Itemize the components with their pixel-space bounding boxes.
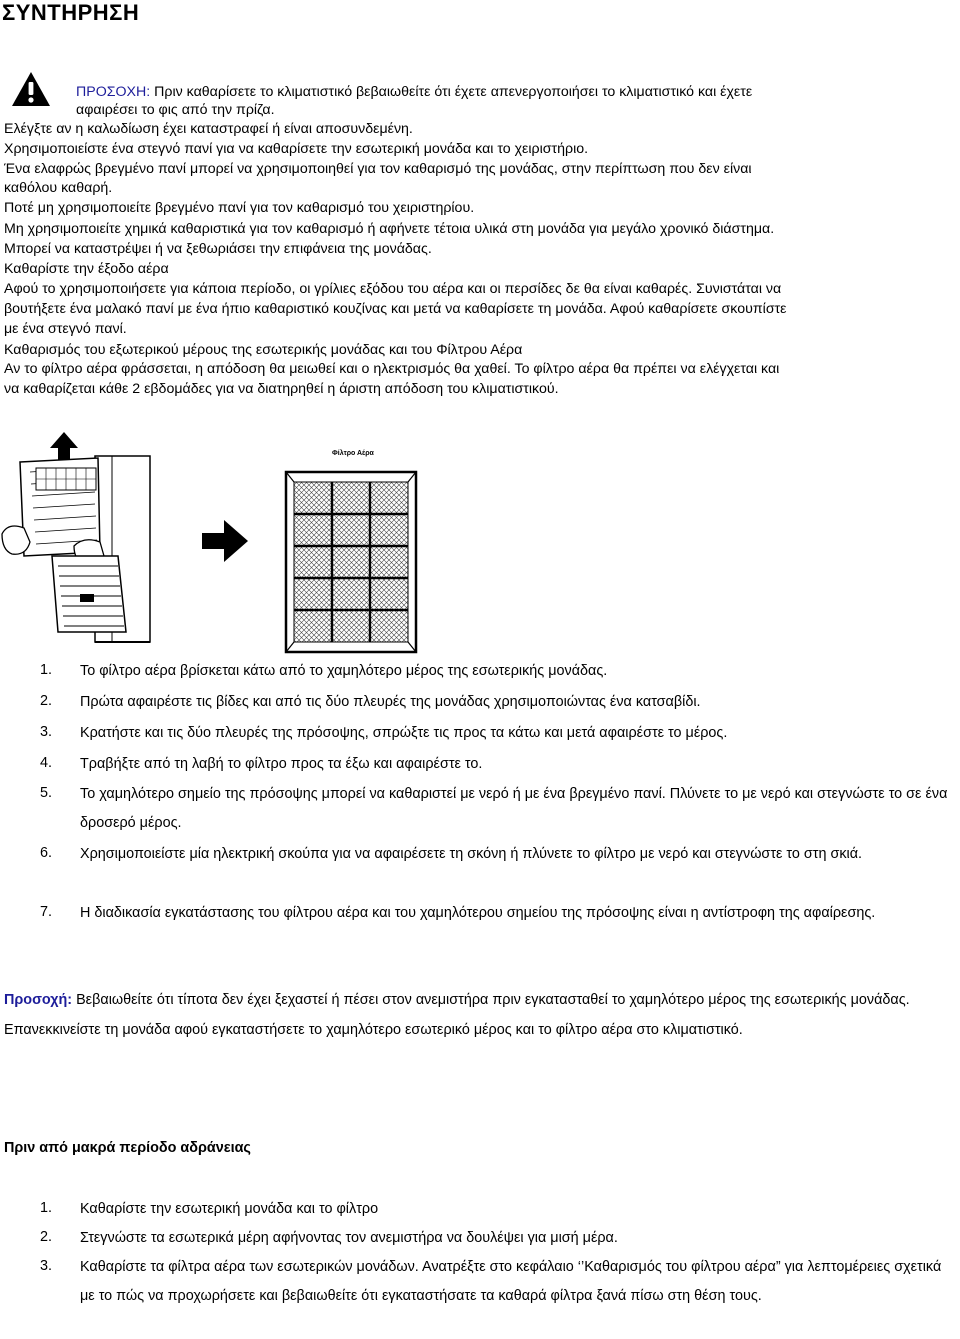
filter-removal-illustration [0, 432, 170, 657]
note-dry-cloth: Χρησιμοποιείστε ένα στεγνό πανί για να καθαρίσετε την εσωτερική μονάδα και το χειριστήριο. [4, 141, 589, 157]
step-text: Στεγνώστε τα εσωτερικά μέρη αφήνοντας τον ανεμιστήρα να δουλέψει για μισή μέρα. [80, 1230, 618, 1246]
step-text: Καθαρίστε την εσωτερική μονάδα και το φίλτρο [80, 1201, 379, 1217]
warning-text-1: Πριν καθαρίσετε το κλιματιστικό βεβαιωθείτε ότι έχετε απενεργοποιήσει το κλιματιστικό και έχετε [154, 84, 753, 100]
step-number: 3. [40, 724, 53, 740]
note-wiring: Ελέγξτε αν η καλωδίωση έχει καταστραφεί ή είναι αποσυνδεμένη. [4, 121, 413, 137]
step-number: 7. [40, 904, 53, 920]
air-outlet-line-2: βουτήξετε ένα μαλακό πανί με ένα ήπιο καθαριστικό κουζίνας και μετά να καθαρίσετε τη μονάδα. Αφού καθαρίσετε σκουπίστε [4, 301, 787, 317]
note-damp-cloth: Ένα ελαφρώς βρεγμένο πανί μπορεί να χρησιμοποιηθεί για τον καθαρισμό της μονάδας, στην περίπτωση που δεν είναι [4, 161, 752, 177]
right-arrow-icon [202, 520, 248, 562]
step-text: Το χαμηλότερο σημείο της πρόσοψης μπορεί να καθαριστεί με νερό ή με ένα βρεγμένο πανί. Πλύνετε το με νερό και στεγνώστε το σε ένα δροσερό μέρος. [80, 786, 948, 831]
outer-part-line-2: να καθαρίζεται κάθε 2 εβδομάδες για να διατηρηθεί η άριστη απόδοση του κλιματιστικού. [4, 381, 559, 397]
step-number: 6. [40, 845, 53, 861]
step-text: Το φίλτρο αέρα βρίσκεται κάτω από το χαμηλότερο μέρος της εσωτερικής μονάδας. [80, 663, 608, 679]
step-text: Χρησιμοποιείστε μία ηλεκτρική σκούπα για να αφαιρέσετε τη σκόνη ή πλύνετε το φίλτρο με νερό και στεγνώστε το στη σκιά. [80, 846, 863, 862]
step-text: Κρατήστε και τις δύο πλευρές της πρόσοψης, σπρώξτε τις προς τα κάτω και μετά αφαιρέστε το μέρος. [80, 725, 728, 741]
step-number: 3. [40, 1258, 53, 1274]
step-text: Η διαδικασία εγκατάστασης του φίλτρου αέρα και του χαμηλότερου σημείου της πρόσοψης είναι η αντίστροφη της αφαίρεσης. [80, 905, 876, 921]
warning-triangle-icon [10, 70, 52, 108]
step-number: 2. [40, 1229, 53, 1245]
warning-line-1 [76, 83, 752, 101]
step-text: Πρώτα αφαιρέστε τις βίδες και από τις δύο πλευρές της μονάδας χρησιμοποιώντας ένα κατσαβίδι. [80, 694, 701, 710]
air-outlet-heading: Καθαρίστε την έξοδο αέρα [4, 261, 169, 277]
air-outlet-line-3: με ένα στεγνό πανί. [4, 321, 127, 337]
warning-line-2: αφαιρέσει το φις από την πρίζα. [76, 102, 275, 118]
step-number: 2. [40, 693, 53, 709]
inactivity-heading: Πριν από μακρά περίοδο αδράνειας [4, 1140, 251, 1156]
outer-part-line-1: Αν το φίλτρο αέρα φράσσεται, η απόδοση θα μειωθεί και ο ηλεκτρισμός θα χαθεί. Το φίλτρο αέρα θα πρέπει να ελέγχεται και [4, 361, 780, 377]
note-damage: Μπορεί να καταστρέψει ή να ξεθωριάσει την επιφάνεια της μονάδας. [4, 241, 432, 257]
step-text: Καθαρίστε τα φίλτρα αέρα των εσωτερικών μονάδων. Ανατρέξτε στο κεφάλαιο ‘’Καθαρισμός του φίλτρου αέρα” για λεπτομέρειες σχετικά με το πώς να προχωρήσετε και βεβαιωθείτε ότι εγκαταστήσατε τα καθαρά φίλτρα ξανά πίσω στη θέση τους. [80, 1259, 942, 1304]
outer-part-heading: Καθαρισμός του εξωτερικού μέρους της εσωτερικής μονάδας και του Φίλτρου Αέρα [4, 342, 523, 358]
filter-label: Φίλτρο Αέρα [332, 450, 374, 457]
page-title: ΣΥΝΤΗΡΗΣΗ [2, 0, 140, 25]
air-filter-illustration [284, 470, 418, 654]
caution-label: Προσοχή: [4, 992, 73, 1008]
caution-text: Βεβαιωθείτε ότι τίποτα δεν έχει ξεχαστεί ή πέσει στον ανεμιστήρα πριν εγκατασταθεί το χαμηλότερο μέρος της εσωτερικής μονάδας. Επανεκκινείστε τη μονάδα αφού εγκαταστήσετε το χαμηλότερο εσωτερικό μέρος και το φίλτρο αέρα στο κλιματιστικό. [4, 992, 910, 1038]
note-remote: Ποτέ μη χρησιμοποιείτε βρεγμένο πανί για τον καθαρισμό του χειριστηρίου. [4, 200, 475, 216]
step-number: 1. [40, 662, 53, 678]
air-outlet-line-1: Αφού το χρησιμοποιήσετε για κάποια περίοδο, οι γρίλιες εξόδου του αέρα και οι περσίδες δε θα είναι καθαρές. Συνιστάται να [4, 281, 782, 297]
step-number: 5. [40, 785, 53, 801]
note-damp-cloth-cont: καθόλου καθαρή. [4, 180, 113, 196]
warning-label: ΠΡΟΣΟΧΗ: [76, 84, 151, 100]
step-number: 1. [40, 1200, 53, 1216]
step-number: 4. [40, 755, 53, 771]
note-chemicals: Μη χρησιμοποιείτε χημικά καθαριστικά για τον καθαρισμό ή αφήνετε τέτοια υλικά στη μονάδα για μεγάλο χρονικό διάστημα. [4, 221, 775, 237]
step-text: Τραβήξτε από τη λαβή το φίλτρο προς τα έξω και αφαιρέστε το. [80, 756, 483, 772]
caution-paragraph [4, 985, 954, 1045]
